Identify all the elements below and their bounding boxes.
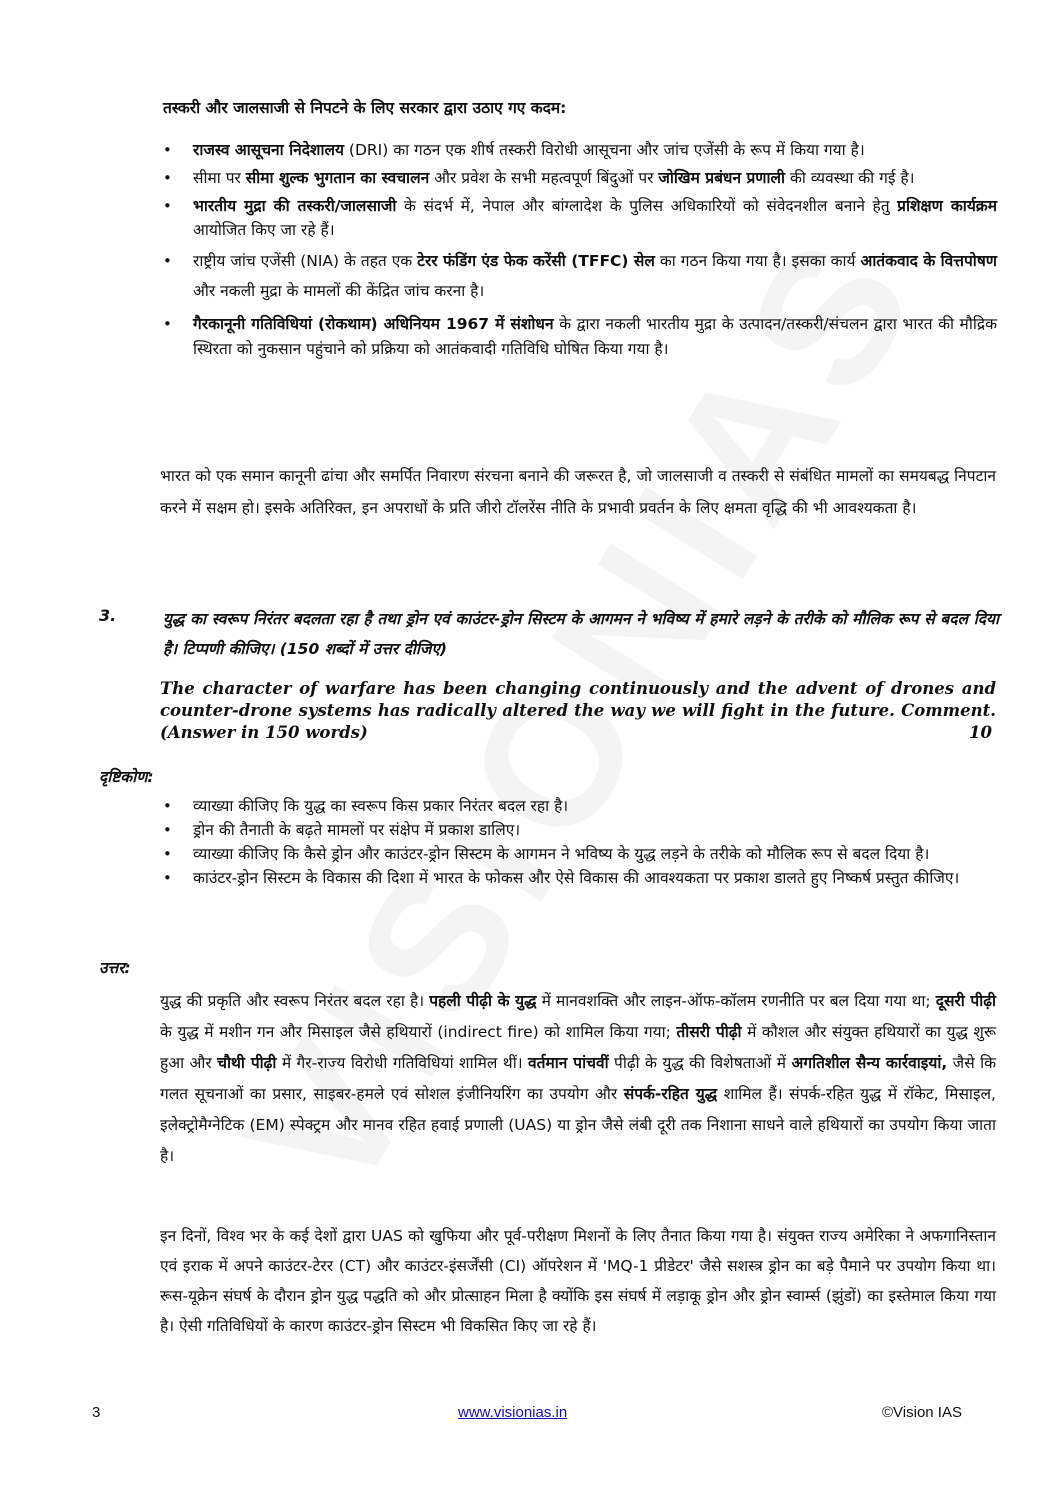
question-english-text: The character of warfare has been changing continuously and the advent of drones and counter-drone systems has radically altered the way we will fight in the future. Comment. (Answer in 150 words) <box>160 679 996 742</box>
question-english <box>160 678 996 744</box>
list-item: • व्याख्या कीजिए कि कैसे ड्रोन और काउंटर-ड्रोन सिस्टम के आगमन ने भविष्य के युद्ध लड़ने के तरीके को मौलिक रूप से बदल दिया है। <box>163 842 997 866</box>
section-heading: तस्करी और जालसाजी से निपटने के लिए सरकार द्वारा उठाए गए कदम: <box>163 99 567 117</box>
answer-label: उत्तर: <box>99 959 131 977</box>
approach-list <box>163 794 997 890</box>
question-number: 3. <box>99 606 117 625</box>
answer-paragraph-2: इन दिनों, विश्व भर के कई देशों द्वारा UAS को खुफिया और पूर्व-परीक्षण मिशनों के लिए तैनात किया गया है। संयुक्त राज्य अमेरिका ने अफगानिस्तान एवं इराक में अपने काउंटर-टेरर (CT) और काउंटर-इंसर्जेंसी (CI) ऑपरेशन में 'MQ-1 प्रीडेटर' जैसे सशस्त्र ड्रोन का बड़े पैमाने पर उपयोग किया था। रूस-यूक्रेन संघर्ष के दौरान ड्रोन युद्ध पद्धति को और प्रोत्साहन मिला है क्योंकि इस संघर्ष में लड़ाकू ड्रोन और ड्रोन स्वार्म्स (झुंडों) का इस्तेमाल किया गया है। ऐसी गतिविधियों के कारण काउंटर-ड्रोन सिस्टम भी विकसित किए जा रहे हैं। <box>160 1227 996 1335</box>
list-item: • काउंटर-ड्रोन सिस्टम के विकास की दिशा में भारत के फोकस और ऐसे विकास की आवश्यकता पर प्रकाश डालते हुए निष्कर्ष प्रस्तुत कीजिए। <box>163 866 997 890</box>
list-item: • व्याख्या कीजिए कि युद्ध का स्वरूप किस प्रकार निरंतर बदल रहा है। <box>163 794 997 818</box>
steps-list <box>163 138 997 362</box>
copyright-text: ©Vision IAS <box>882 1404 962 1421</box>
list-item: • राष्ट्रीय जांच एजेंसी (NIA) के तहत एक टेरर फंडिंग एंड फेक करेंसी (TFFC) सेल का गठन किया गया है। इसका कार्य आतंकवाद के वित्तपोषण और नकली मुद्रा के मामलों की केंद्रित जांच करना है। <box>163 246 997 306</box>
list-item: • सीमा पर सीमा शुल्क भुगतान का स्वचालन और प्रवेश के सभी महत्वपूर्ण बिंदुओं पर जोखिम प्रबंधन प्रणाली की व्यवस्था की गई है। <box>163 166 997 190</box>
page-number: 3 <box>92 1404 101 1421</box>
answer-paragraph-1: युद्ध की प्रकृति और स्वरूप निरंतर बदल रहा है। पहली पीढ़ी के युद्ध में मानवशक्ति और लाइन-ऑफ-कॉलम रणनीति पर बल दिया गया था; दूसरी पीढ़ी के युद्ध में मशीन गन और मिसाइल जैसे हथियारों (indirect fire) को शामिल किया गया; तीसरी पीढ़ी में कौशल और संयुक्त हथियारों का युद्ध शुरू हुआ और चौथी पीढ़ी में गैर-राज्य विरोधी गतिविधियां शामिल थीं। वर्तमान पांचवीं पीढ़ी के युद्ध की विशेषताओं में अगतिशील सैन्य कार्रवाइयां, जैसे कि गलत सूचनाओं का प्रसार, साइबर-हमले एवं सोशल इंजीनियरिंग का उपयोग और संपर्क-रहित युद्ध शामिल हैं। संपर्क-रहित युद्ध में रॉकेट, मिसाइल, इलेक्ट्रोमैग्नेटिक (EM) स्पेक्ट्रम और मानव रहित हवाई प्रणाली (UAS) या ड्रोन जैसे लंबी दूरी तक निशाना साधने वाले हथियारों का उपयोग किया जाता है। <box>160 992 997 1165</box>
question-marks: 10 <box>969 723 992 742</box>
list-item: • गैरकानूनी गतिविधियां (रोकथाम) अधिनियम 1967 में संशोधन के द्वारा नकली भारतीय मुद्रा के उत्पादन/तस्करी/संचलन द्वारा भारत की मौद्रिक स्थिरता को नुकसान पहुंचाने को प्रक्रिया को आतंकवादी गतिविधि घोषित किया गया है। <box>163 312 997 362</box>
list-item: • राजस्व आसूचना निदेशालय (DRI) का गठन एक शीर्ष तस्करी विरोधी आसूचना और जांच एजेंसी के रूप में किया गया है। <box>163 138 997 162</box>
website-link[interactable]: www.visionias.in <box>458 1404 568 1421</box>
list-item: • ड्रोन की तैनाती के बढ़ते मामलों पर संक्षेप में प्रकाश डालिए। <box>163 818 997 842</box>
question-hindi: युद्ध का स्वरूप निरंतर बदलता रहा है तथा ड्रोन एवं काउंटर-ड्रोन सिस्टम के आगमन ने भविष्य में हमारे लड़ने के तरीके को मौलिक रूप से बदल दिया है। टिप्पणी कीजिए। (150 शब्दों में उत्तर दीजिए) <box>163 610 999 658</box>
approach-label: दृष्टिकोण: <box>99 768 154 786</box>
list-item: • भारतीय मुद्रा की तस्करी/जालसाजी के संदर्भ में, नेपाल और बांग्लादेश के पुलिस अधिकारियों को संवेदनशील बनाने हेतु प्रशिक्षण कार्यक्रम आयोजित किए जा रहे हैं। <box>163 194 997 242</box>
conclusion-paragraph: भारत को एक समान कानूनी ढांचा और समर्पित निवारण संरचना बनाने की जरूरत है, जो जालसाजी व तस्करी से संबंधित मामलों का समयबद्ध निपटान करने में सक्षम हो। इसके अतिरिक्त, इन अपराधों के प्रति जीरो टॉलरेंस नीति के प्रभावी प्रवर्तन के लिए क्षमता वृद्धि की भी आवश्यकता है। <box>160 467 996 517</box>
